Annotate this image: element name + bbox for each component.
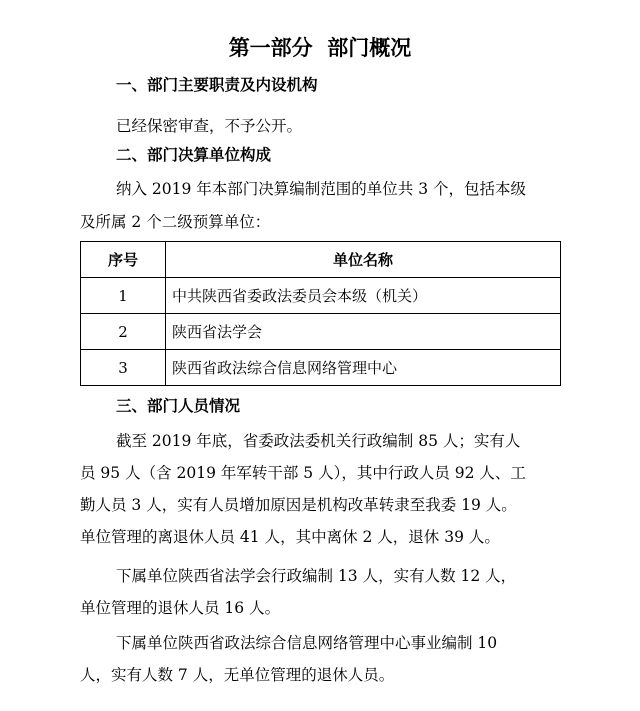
column-header-name: 单位名称 (166, 242, 561, 278)
staff-para1-line-3: 勤人员 3 人，实有人员增加原因是机构改革转隶至我委 19 人。 (80, 496, 517, 514)
staff-para1-line-2: 员 95 人（含 2019 年军转干部 5 人），其中行政人员 92 人、工 (80, 464, 526, 482)
table-header-row (81, 242, 561, 278)
row-no: 1 (81, 278, 166, 314)
section-heading-units: 二、部门决算单位构成 (116, 146, 272, 164)
row-name: 陕西省法学会 (166, 314, 561, 350)
section-heading-staff: 三、部门人员情况 (116, 397, 241, 415)
staff-para3-line-2: 人，实有人数 7 人，无单位管理的退休人员。 (80, 666, 395, 684)
column-header-no: 序号 (81, 242, 166, 278)
duties-text: 已经保密审查，不予公开。 (116, 117, 303, 135)
row-no: 2 (81, 314, 166, 350)
row-name: 中共陕西省委政法委员会本级（机关） (166, 278, 561, 314)
table-row (81, 350, 561, 386)
staff-para2-line-1: 下属单位陕西省法学会行政编制 13 人，实有人数 12 人， (116, 567, 517, 585)
page-title: 第一部分 部门概况 (228, 36, 412, 60)
row-name: 陕西省政法综合信息网络管理中心 (166, 350, 561, 386)
units-intro-line-2: 及所属 2 个二级预算单位： (80, 213, 271, 231)
staff-para3-line-1: 下属单位陕西省政法综合信息网络管理中心事业编制 10 (116, 634, 498, 652)
section-heading-duties: 一、部门主要职责及内设机构 (116, 76, 318, 94)
staff-para1-line-4: 单位管理的离退休人员 41 人，其中离休 2 人，退休 39 人。 (80, 528, 500, 546)
units-table (80, 241, 561, 386)
table-row (81, 314, 561, 350)
staff-para2-line-2: 单位管理的退休人员 16 人。 (80, 599, 281, 617)
staff-para1-line-1: 截至 2019 年底，省委政法委机关行政编制 85 人；实有人 (116, 432, 521, 450)
units-intro-line-1: 纳入 2019 年本部门决算编制范围的单位共 3 个，包括本级 (116, 180, 527, 198)
table-row (81, 278, 561, 314)
row-no: 3 (81, 350, 166, 386)
